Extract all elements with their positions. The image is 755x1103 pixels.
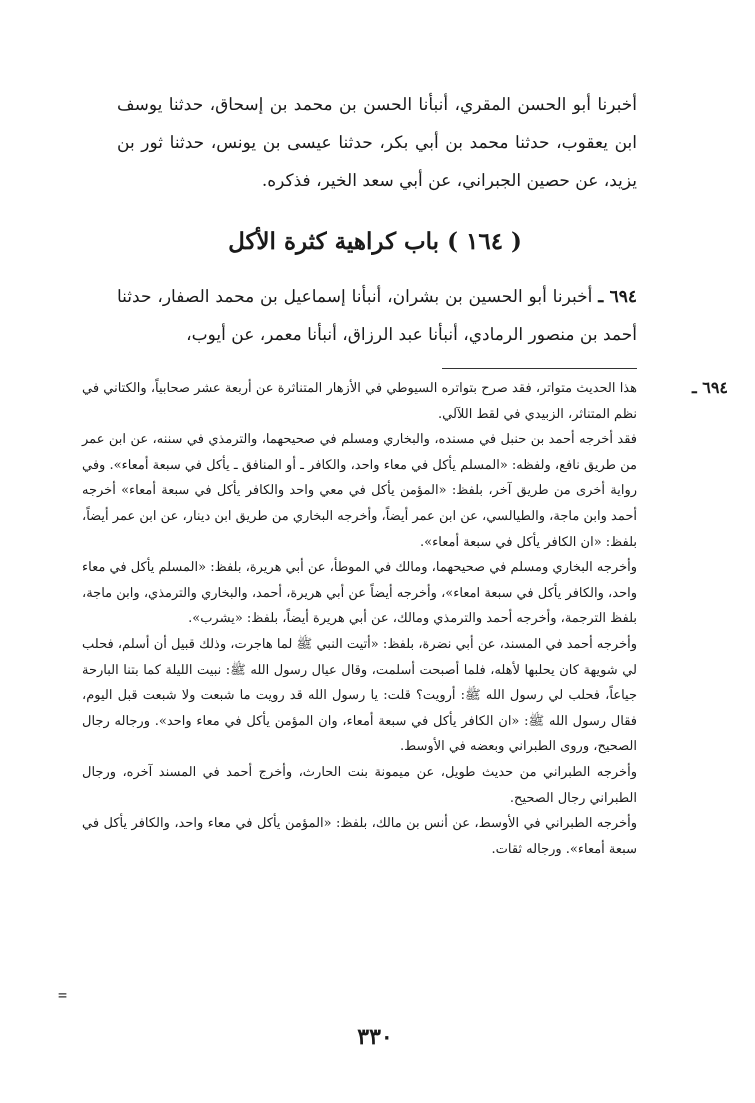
footnote-paragraph: وأخرجه الطبراني في الأوسط، عن أنس بن مالك، بلفظ: «المؤمن يأكل في معاء واحد، والكافر يأكل في سبعة أمعاء». ورجاله ثقات. <box>82 816 637 857</box>
footnote-paragraph: فقد أخرجه أحمد بن حنبل في مسنده، والبخاري ومسلم في صحيحهما، والترمذي في سننه، عن ابن عمر من طريق نافع، ولفظه: «المسلم يأكل في معاء واحد، والكافر ـ أو المنافق ـ يأكل في سبعة أمعاء». وفي رواية أخرى من طريق آخر، بلفظ: «المؤمن يأكل في معي واحد والكافر يأكل في سبعة أمعاء» أخرجه أحمد وابن ماجة، والطيالسي، عن ابن عمر أيضاً، وأخرجه البخاري من طريق ابن دينار، عن ابن عمر أيضاً، بلفظ: «ان الكافر يأكل في سبعة أمعاء». <box>82 432 637 550</box>
hadith-text: أخبرنا أبو الحسين بن بشران، أنبأنا إسماعيل بن محمد الصفار، حدثنا أحمد بن منصور الرمادي، أنبأنا عبد الرزاق، أنبأنا معمر، عن أيوب، <box>117 287 637 345</box>
isnad-paragraph: أخبرنا أبو الحسن المقري، أنبأنا الحسن بن محمد بن إسحاق، حدثنا يوسف ابن يعقوب، حدثنا محمد بن أبي بكر، حدثنا عيسى بن يونس، حدثنا ثور بن يزيد، عن حصين الجبراني، عن أبي سعد الخير، فذكره. <box>117 95 637 191</box>
hadith-paragraph <box>117 278 637 354</box>
footnote-paragraph: وأخرجه البخاري ومسلم في صحيحهما، ومالك في الموطأ، عن أبي هريرة، بلفظ: «المسلم يأكل في معاء واحد، والكافر يأكل في سبعة امعاء»، وأخرجه أيضاً عن أبي هريرة، أحمد، والبخاري والترمذي، وابن ماجة، بلفظ الترجمة، وأخرجه أحمد والترمذي ومالك، عن أبي هريرة أيضاً، بلفظ: «يشرب». <box>82 560 637 627</box>
hadith-block <box>117 278 637 354</box>
main-text-block <box>117 86 637 200</box>
footnote-paragraph: وأخرجه أحمد في المسند، عن أبي نضرة، بلفظ: «أتيت النبي ﷺ لما هاجرت، وذلك قبيل أن أسلم، فحلب لي شويهة كان يحلبها لأهله، فلما أصبحت أسلمت، وقال عيال رسول الله ﷺ: نبيت الليلة كما بتنا البارحة جياعاً، فحلب لي رسول الله ﷺ: أرويت؟ قلت: يا رسول الله قد رويت ما شبعت ولا شبعت قبل اليوم، فقال رسول الله ﷺ: «ان الكافر يأكل في سبعة أمعاء، وان المؤمن يأكل في معاء واحد». ورجاله رجال الصحيح، وروى الطبراني وبعضه في الأوسط. <box>82 636 637 755</box>
footnote-paragraph: وأخرجه الطبراني من حديث طويل، عن ميمونة بنت الحارث، وأخرج أحمد في المسند آخره، ورجال الطبراني رجال الصحيح. <box>82 764 637 806</box>
page-number: ٣٣٠ <box>357 1024 393 1050</box>
continuation-mark: = <box>58 986 68 1004</box>
footnote-number: ٦٩٤ ـ <box>691 378 728 397</box>
footnote-block <box>82 376 637 862</box>
footnote-paragraph: هذا الحديث متواتر، فقد صرح بتواتره السيوطي في الأزهار المتناثرة عن أربعة عشر صحابياً، والكتاني في نظم المتناثر، الزبيدي في لقط اللآلي. <box>82 381 637 422</box>
hadith-number: ٦٩٤ ـ <box>598 287 637 307</box>
footnote-divider <box>442 368 637 369</box>
chapter-heading: ( ١٦٤ ) باب كراهية كثرة الأكل <box>228 228 522 255</box>
